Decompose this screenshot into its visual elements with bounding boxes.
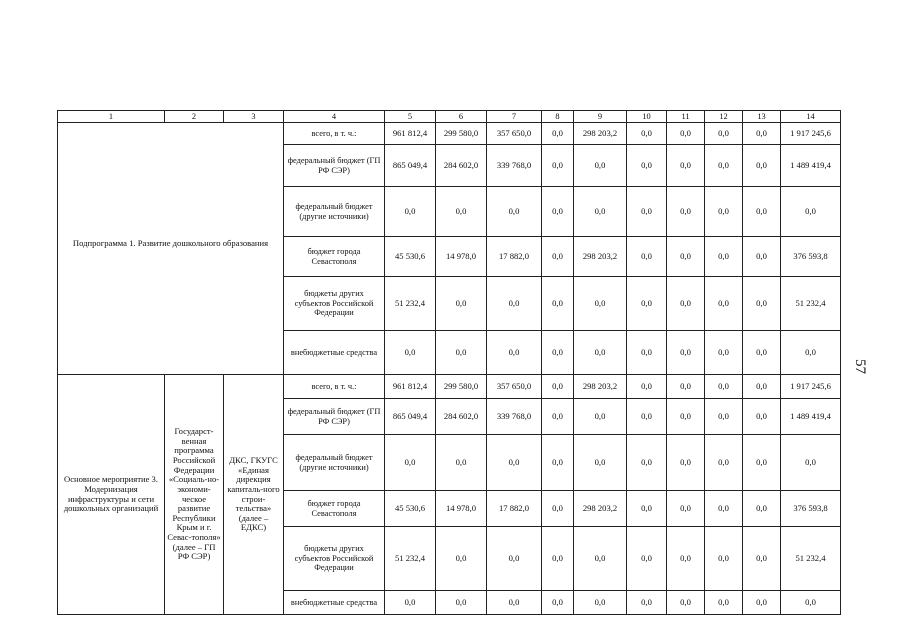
column-header: 11 bbox=[667, 111, 705, 123]
value-cell: 376 593,8 bbox=[781, 491, 841, 527]
value-cell: 357 650,0 bbox=[487, 123, 542, 145]
value-cell: 0,0 bbox=[436, 277, 487, 331]
value-cell: 0,0 bbox=[574, 399, 627, 435]
value-cell: 0,0 bbox=[743, 435, 781, 491]
value-cell: 0,0 bbox=[627, 527, 667, 591]
value-cell: 0,0 bbox=[542, 277, 574, 331]
value-cell: 0,0 bbox=[667, 123, 705, 145]
value-cell: 0,0 bbox=[627, 277, 667, 331]
value-cell: 0,0 bbox=[436, 187, 487, 237]
value-cell: 0,0 bbox=[743, 237, 781, 277]
value-cell: 0,0 bbox=[705, 145, 743, 187]
value-cell: 0,0 bbox=[627, 491, 667, 527]
value-cell: 0,0 bbox=[542, 331, 574, 375]
column-header: 5 bbox=[385, 111, 436, 123]
source-label: бюджеты других субъектов Российской Федерации bbox=[284, 277, 385, 331]
value-cell: 0,0 bbox=[542, 591, 574, 615]
table-row bbox=[58, 123, 841, 145]
value-cell: 0,0 bbox=[542, 435, 574, 491]
value-cell: 0,0 bbox=[574, 527, 627, 591]
value-cell: 0,0 bbox=[667, 591, 705, 615]
value-cell: 298 203,2 bbox=[574, 237, 627, 277]
value-cell: 0,0 bbox=[627, 187, 667, 237]
column-header: 3 bbox=[224, 111, 284, 123]
value-cell: 14 978,0 bbox=[436, 237, 487, 277]
value-cell: 298 203,2 bbox=[574, 375, 627, 399]
column-header: 4 bbox=[284, 111, 385, 123]
value-cell: 0,0 bbox=[667, 435, 705, 491]
value-cell: 51 232,4 bbox=[385, 527, 436, 591]
value-cell: 45 530,6 bbox=[385, 237, 436, 277]
value-cell: 0,0 bbox=[743, 375, 781, 399]
column-header: 10 bbox=[627, 111, 667, 123]
value-cell: 0,0 bbox=[436, 435, 487, 491]
value-cell: 0,0 bbox=[667, 187, 705, 237]
value-cell: 0,0 bbox=[385, 591, 436, 615]
value-cell: 0,0 bbox=[574, 331, 627, 375]
value-cell: 961 812,4 bbox=[385, 375, 436, 399]
value-cell: 0,0 bbox=[705, 399, 743, 435]
value-cell: 0,0 bbox=[743, 145, 781, 187]
value-cell: 299 580,0 bbox=[436, 123, 487, 145]
value-cell: 0,0 bbox=[574, 277, 627, 331]
value-cell: 0,0 bbox=[781, 435, 841, 491]
value-cell: 0,0 bbox=[542, 375, 574, 399]
value-cell: 0,0 bbox=[385, 435, 436, 491]
value-cell: 357 650,0 bbox=[487, 375, 542, 399]
source-label: федеральный бюджет (другие источники) bbox=[284, 187, 385, 237]
value-cell: 0,0 bbox=[705, 591, 743, 615]
value-cell: 0,0 bbox=[436, 331, 487, 375]
source-label: внебюджетные средства bbox=[284, 331, 385, 375]
value-cell: 0,0 bbox=[627, 399, 667, 435]
value-cell: 0,0 bbox=[705, 123, 743, 145]
column-header: 2 bbox=[165, 111, 224, 123]
value-cell: 0,0 bbox=[705, 277, 743, 331]
value-cell: 0,0 bbox=[667, 399, 705, 435]
value-cell: 376 593,8 bbox=[781, 237, 841, 277]
value-cell: 0,0 bbox=[705, 375, 743, 399]
value-cell: 0,0 bbox=[667, 331, 705, 375]
value-cell: 0,0 bbox=[743, 527, 781, 591]
value-cell: 0,0 bbox=[542, 491, 574, 527]
value-cell: 0,0 bbox=[743, 123, 781, 145]
column-header: 13 bbox=[743, 111, 781, 123]
source-label: внебюджетные средства bbox=[284, 591, 385, 615]
value-cell: 0,0 bbox=[627, 237, 667, 277]
value-cell: 0,0 bbox=[743, 331, 781, 375]
value-cell: 299 580,0 bbox=[436, 375, 487, 399]
value-cell: 51 232,4 bbox=[385, 277, 436, 331]
value-cell: 865 049,4 bbox=[385, 145, 436, 187]
value-cell: 0,0 bbox=[436, 527, 487, 591]
value-cell: 865 049,4 bbox=[385, 399, 436, 435]
column-header: 8 bbox=[542, 111, 574, 123]
value-cell: 1 917 245,6 bbox=[781, 123, 841, 145]
value-cell: 0,0 bbox=[705, 237, 743, 277]
value-cell: 1 917 245,6 bbox=[781, 375, 841, 399]
value-cell: 0,0 bbox=[574, 145, 627, 187]
value-cell: 0,0 bbox=[487, 277, 542, 331]
table-row bbox=[58, 375, 841, 399]
value-cell: 17 882,0 bbox=[487, 491, 542, 527]
measure-name: Основное мероприятие 3. Модернизация инфраструктуры и сети дошкольных организаций bbox=[58, 375, 165, 615]
page-number: 57 bbox=[852, 359, 868, 374]
value-cell: 45 530,6 bbox=[385, 491, 436, 527]
column-header: 7 bbox=[487, 111, 542, 123]
column-header: 14 bbox=[781, 111, 841, 123]
value-cell: 0,0 bbox=[705, 491, 743, 527]
value-cell: 14 978,0 bbox=[436, 491, 487, 527]
value-cell: 339 768,0 bbox=[487, 145, 542, 187]
column-header: 9 bbox=[574, 111, 627, 123]
value-cell: 0,0 bbox=[667, 491, 705, 527]
value-cell: 0,0 bbox=[574, 187, 627, 237]
value-cell: 0,0 bbox=[542, 145, 574, 187]
value-cell: 0,0 bbox=[574, 591, 627, 615]
value-cell: 0,0 bbox=[743, 399, 781, 435]
value-cell: 0,0 bbox=[781, 187, 841, 237]
value-cell: 0,0 bbox=[385, 331, 436, 375]
value-cell: 17 882,0 bbox=[487, 237, 542, 277]
value-cell: 0,0 bbox=[542, 237, 574, 277]
value-cell: 0,0 bbox=[705, 331, 743, 375]
value-cell: 0,0 bbox=[743, 187, 781, 237]
value-cell: 51 232,4 bbox=[781, 527, 841, 591]
value-cell: 0,0 bbox=[627, 375, 667, 399]
source-label: бюджеты других субъектов Российской Федерации bbox=[284, 527, 385, 591]
value-cell: 298 203,2 bbox=[574, 491, 627, 527]
value-cell: 0,0 bbox=[436, 591, 487, 615]
value-cell: 0,0 bbox=[627, 435, 667, 491]
value-cell: 0,0 bbox=[667, 527, 705, 591]
value-cell: 0,0 bbox=[667, 277, 705, 331]
value-cell: 0,0 bbox=[705, 435, 743, 491]
program-name: Государст-венная программа Российской Федерации «Социаль-но-экономи-ческое развитие Республики Крым и г. Севас-тополя» (далее – ГП РФ СЭР) bbox=[165, 375, 224, 615]
source-label: всего, в т. ч.: bbox=[284, 123, 385, 145]
value-cell: 0,0 bbox=[542, 123, 574, 145]
value-cell: 298 203,2 bbox=[574, 123, 627, 145]
value-cell: 0,0 bbox=[385, 187, 436, 237]
value-cell: 0,0 bbox=[487, 435, 542, 491]
value-cell: 0,0 bbox=[627, 591, 667, 615]
value-cell: 0,0 bbox=[781, 591, 841, 615]
value-cell: 339 768,0 bbox=[487, 399, 542, 435]
value-cell: 961 812,4 bbox=[385, 123, 436, 145]
value-cell: 0,0 bbox=[705, 187, 743, 237]
funding-table bbox=[57, 110, 841, 615]
value-cell: 0,0 bbox=[667, 375, 705, 399]
value-cell: 0,0 bbox=[627, 145, 667, 187]
column-header: 1 bbox=[58, 111, 165, 123]
executor-name: ДКС, ГКУГС «Единая дирекция капиталь-ного строи-тельства» (далее – ЕДКС) bbox=[224, 375, 284, 615]
header-row bbox=[58, 111, 841, 123]
subprogram-title: Подпрограмма 1. Развитие дошкольного образования bbox=[58, 123, 284, 375]
value-cell: 0,0 bbox=[743, 277, 781, 331]
value-cell: 0,0 bbox=[667, 237, 705, 277]
value-cell: 0,0 bbox=[574, 435, 627, 491]
value-cell: 0,0 bbox=[627, 123, 667, 145]
source-label: федеральный бюджет (другие источники) bbox=[284, 435, 385, 491]
value-cell: 284 602,0 bbox=[436, 399, 487, 435]
value-cell: 0,0 bbox=[781, 331, 841, 375]
source-label: федеральный бюджет (ГП РФ СЭР) bbox=[284, 145, 385, 187]
value-cell: 0,0 bbox=[743, 491, 781, 527]
value-cell: 0,0 bbox=[542, 527, 574, 591]
value-cell: 51 232,4 bbox=[781, 277, 841, 331]
value-cell: 0,0 bbox=[667, 145, 705, 187]
value-cell: 0,0 bbox=[542, 399, 574, 435]
value-cell: 1 489 419,4 bbox=[781, 399, 841, 435]
value-cell: 0,0 bbox=[487, 331, 542, 375]
column-header: 12 bbox=[705, 111, 743, 123]
value-cell: 0,0 bbox=[487, 591, 542, 615]
source-label: бюджет города Севастополя bbox=[284, 237, 385, 277]
value-cell: 0,0 bbox=[627, 331, 667, 375]
value-cell: 0,0 bbox=[705, 527, 743, 591]
value-cell: 284 602,0 bbox=[436, 145, 487, 187]
source-label: бюджет города Севастополя bbox=[284, 491, 385, 527]
column-header: 6 bbox=[436, 111, 487, 123]
value-cell: 0,0 bbox=[487, 527, 542, 591]
value-cell: 1 489 419,4 bbox=[781, 145, 841, 187]
value-cell: 0,0 bbox=[542, 187, 574, 237]
source-label: всего, в т. ч.: bbox=[284, 375, 385, 399]
value-cell: 0,0 bbox=[743, 591, 781, 615]
source-label: федеральный бюджет (ГП РФ СЭР) bbox=[284, 399, 385, 435]
value-cell: 0,0 bbox=[487, 187, 542, 237]
